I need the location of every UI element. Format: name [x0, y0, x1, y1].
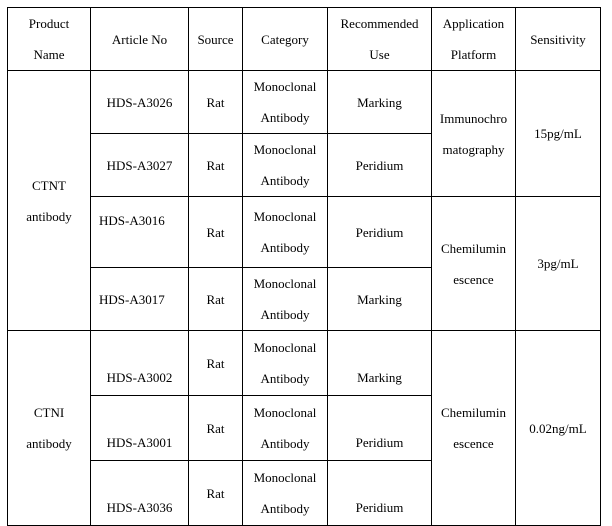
use-cell: Marking [328, 331, 432, 396]
category-cell: Monoclonal Antibody [243, 197, 328, 268]
source-cell: Rat [189, 331, 243, 396]
header-application-platform: Application Platform [432, 8, 516, 71]
article-no-cell: HDS-A3002 [91, 331, 189, 396]
sensitivity-cell: 15pg/mL [516, 71, 601, 197]
product-name-cell: CTNT antibody [8, 71, 91, 331]
article-no-cell: HDS-A3027 [91, 134, 189, 197]
table-row [8, 71, 601, 134]
header-row [8, 8, 601, 71]
source-cell: Rat [189, 396, 243, 461]
product-name-cell: CTNI antibody [8, 331, 91, 526]
use-cell: Marking [328, 268, 432, 331]
product-table [7, 7, 601, 526]
category-cell: Monoclonal Antibody [243, 134, 328, 197]
header-source: Source [189, 8, 243, 71]
article-no-cell: HDS-A3017 [91, 268, 189, 331]
category-cell: Monoclonal Antibody [243, 268, 328, 331]
table-row [8, 197, 601, 268]
article-no-cell: HDS-A3036 [91, 461, 189, 526]
source-cell: Rat [189, 268, 243, 331]
platform-cell: Chemilumin escence [432, 197, 516, 331]
article-no-cell: HDS-A3001 [91, 396, 189, 461]
article-no-cell: HDS-A3026 [91, 71, 189, 134]
header-category: Category [243, 8, 328, 71]
use-cell: Peridium [328, 197, 432, 268]
platform-cell: Chemilumin escence [432, 331, 516, 526]
use-cell: Peridium [328, 134, 432, 197]
article-no-cell: HDS-A3016 [91, 197, 189, 268]
header-recommended-use: Recommended Use [328, 8, 432, 71]
header-article-no: Article No [91, 8, 189, 71]
use-cell: Peridium [328, 461, 432, 526]
source-cell: Rat [189, 197, 243, 268]
use-cell: Marking [328, 71, 432, 134]
category-cell: Monoclonal Antibody [243, 396, 328, 461]
header-sensitivity: Sensitivity [516, 8, 601, 71]
header-product-name: Product Name [8, 8, 91, 71]
table-row [8, 331, 601, 396]
category-cell: Monoclonal Antibody [243, 71, 328, 134]
platform-cell: Immunochro matography [432, 71, 516, 197]
source-cell: Rat [189, 71, 243, 134]
source-cell: Rat [189, 134, 243, 197]
sensitivity-cell: 0.02ng/mL [516, 331, 601, 526]
use-cell: Peridium [328, 396, 432, 461]
category-cell: Monoclonal Antibody [243, 331, 328, 396]
source-cell: Rat [189, 461, 243, 526]
category-cell: Monoclonal Antibody [243, 461, 328, 526]
sensitivity-cell: 3pg/mL [516, 197, 601, 331]
